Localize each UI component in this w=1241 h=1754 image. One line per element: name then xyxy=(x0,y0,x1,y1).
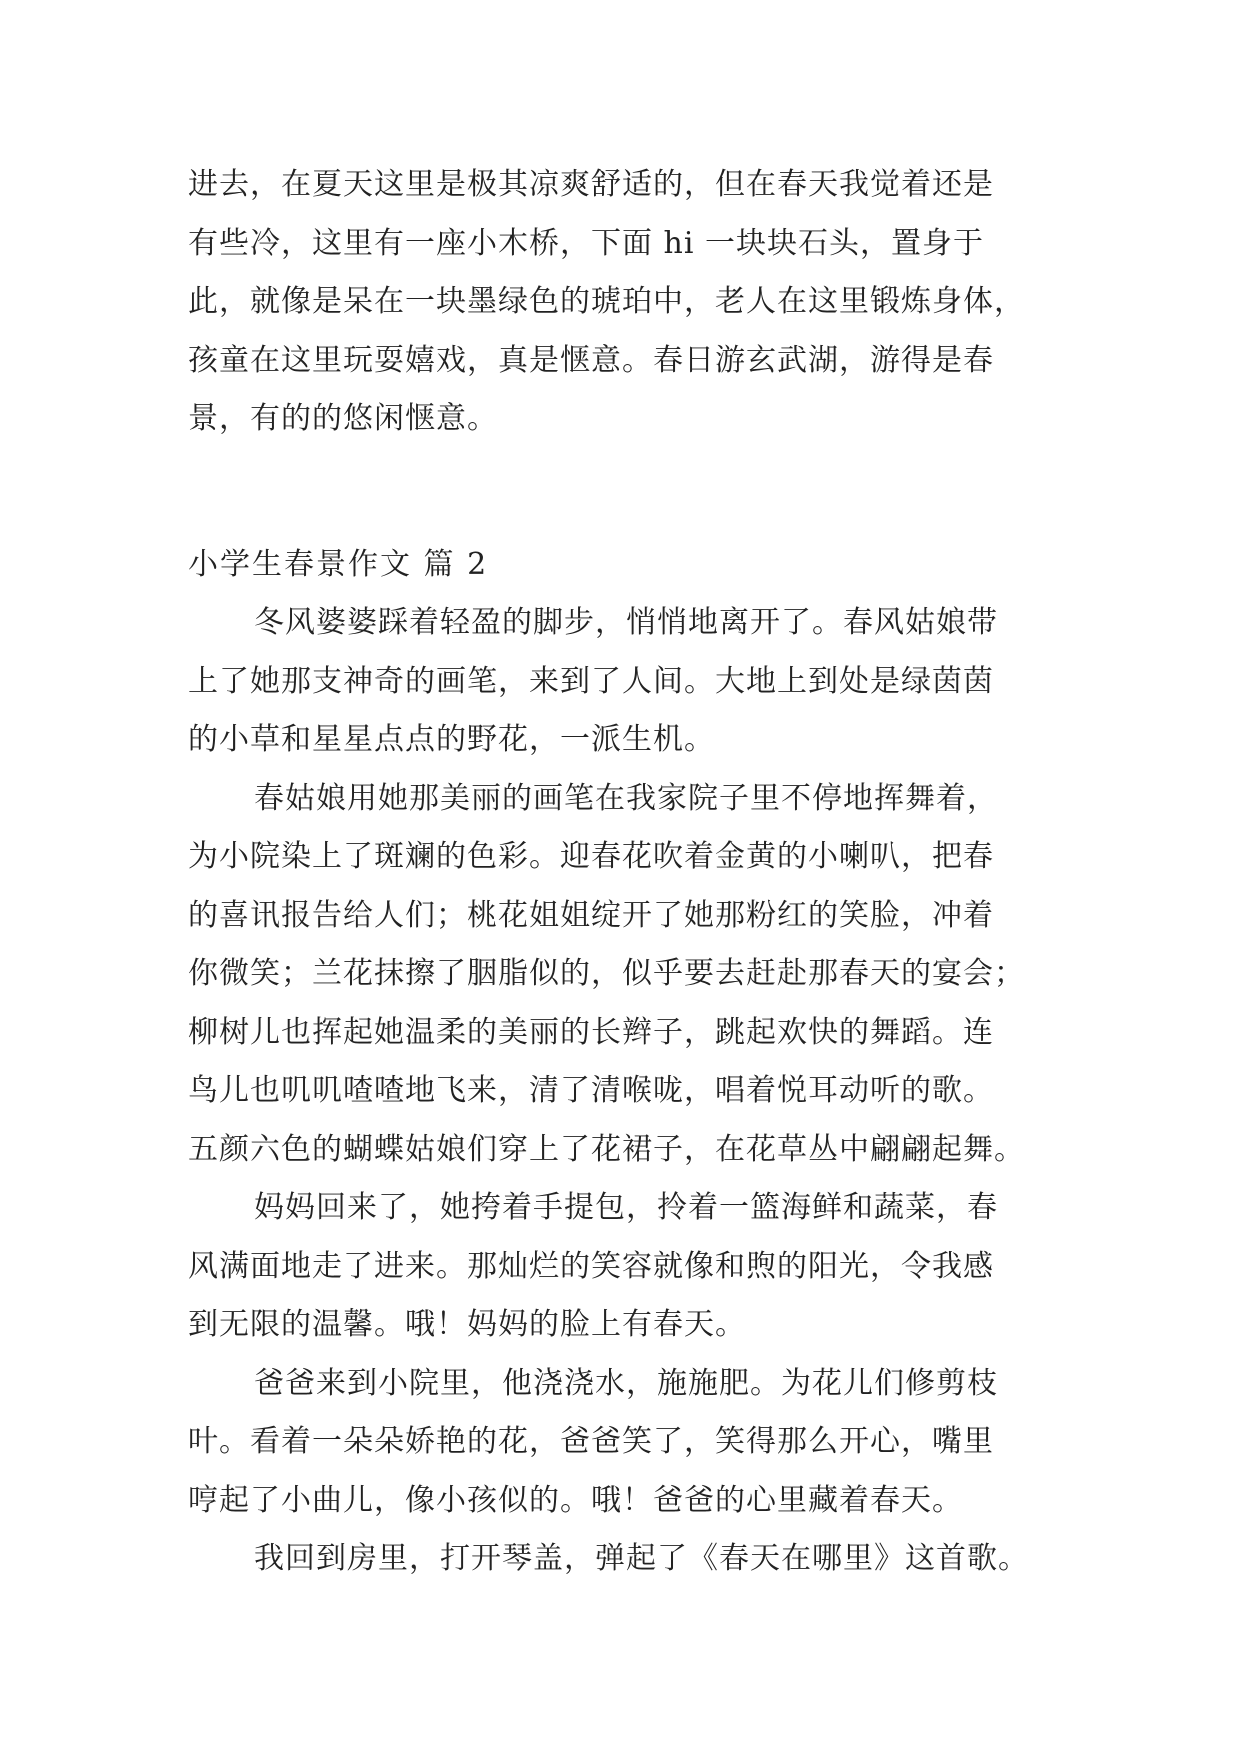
paragraph-1 xyxy=(188,594,1058,770)
text-line: 的小草和星星点点的野花，一派生机。 xyxy=(188,722,715,757)
text-line: 鸟儿也叽叽喳喳地飞来，清了清喉咙，唱着悦耳动听的歌。 xyxy=(188,1073,994,1108)
text-line: 上了她那支神奇的画笔，来到了人间。大地上到处是绿茵茵 xyxy=(188,663,994,699)
text-line: 孩童在这里玩耍嬉戏，真是惬意。春日游玄武湖，游得是春 xyxy=(188,342,994,378)
text-line: 有些冷，这里有一座小木桥，下面 hi 一块块石头，置身于 xyxy=(188,225,984,261)
section-spacer xyxy=(188,449,1058,536)
text-line: 景，有的的悠闲惬意。 xyxy=(188,401,498,436)
text-line: 冬风婆婆踩着轻盈的脚步，悄悄地离开了。春风姑娘带 xyxy=(254,605,998,640)
paragraph-5 xyxy=(188,1530,1058,1589)
paragraph-2 xyxy=(188,770,1058,1180)
text-line: 进去，在夏天这里是极其凉爽舒适的，但在春天我觉着还是 xyxy=(188,167,994,202)
text-line: 柳树儿也挥起她温柔的美丽的长辫子，跳起欢快的舞蹈。连 xyxy=(188,1014,994,1050)
text-line: 此，就像是呆在一块墨绿色的琥珀中，老人在这里锻炼身体， xyxy=(188,284,1025,319)
text-line: 的喜讯报告给人们；桃花姐姐绽开了她那粉红的笑脸，冲着 xyxy=(188,897,994,933)
text-line: 五颜六色的蝴蝶姑娘们穿上了花裙子，在花草丛中翩翩起舞。 xyxy=(188,1131,1025,1167)
text-line: 风满面地走了进来。那灿烂的笑容就像和煦的阳光，令我感 xyxy=(188,1248,994,1284)
text-line: 到无限的温馨。哦！妈妈的脸上有春天。 xyxy=(188,1307,746,1342)
text-line: 爸爸来到小院里，他浇浇水，施施肥。为花儿们修剪枝 xyxy=(254,1365,998,1401)
text-line: 你微笑；兰花抹擦了胭脂似的，似乎要去赶赴那春天的宴会； xyxy=(188,956,1025,991)
paragraph-4 xyxy=(188,1355,1058,1531)
text-line: 叶。看着一朵朵娇艳的花，爸爸笑了，笑得那么开心，嘴里 xyxy=(188,1424,994,1459)
text-line: 妈妈回来了，她挎着手提包，拎着一篮海鲜和蔬菜，春 xyxy=(254,1190,998,1225)
paragraph-3 xyxy=(188,1179,1058,1355)
text-line: 哼起了小曲儿，像小孩似的。哦！爸爸的心里藏着春天。 xyxy=(188,1482,963,1518)
text-line: 为小院染上了斑斓的色彩。迎春花吹着金黄的小喇叭，把春 xyxy=(188,839,994,874)
text-line: 春姑娘用她那美丽的画笔在我家院子里不停地挥舞着， xyxy=(254,780,998,816)
document-page xyxy=(188,156,1058,1589)
text-line: 我回到房里，打开琴盖，弹起了《春天在哪里》这首歌。 xyxy=(254,1541,1029,1576)
intro-paragraph xyxy=(188,156,1058,449)
section-heading: 小学生春景作文 篇 2 xyxy=(188,546,489,582)
